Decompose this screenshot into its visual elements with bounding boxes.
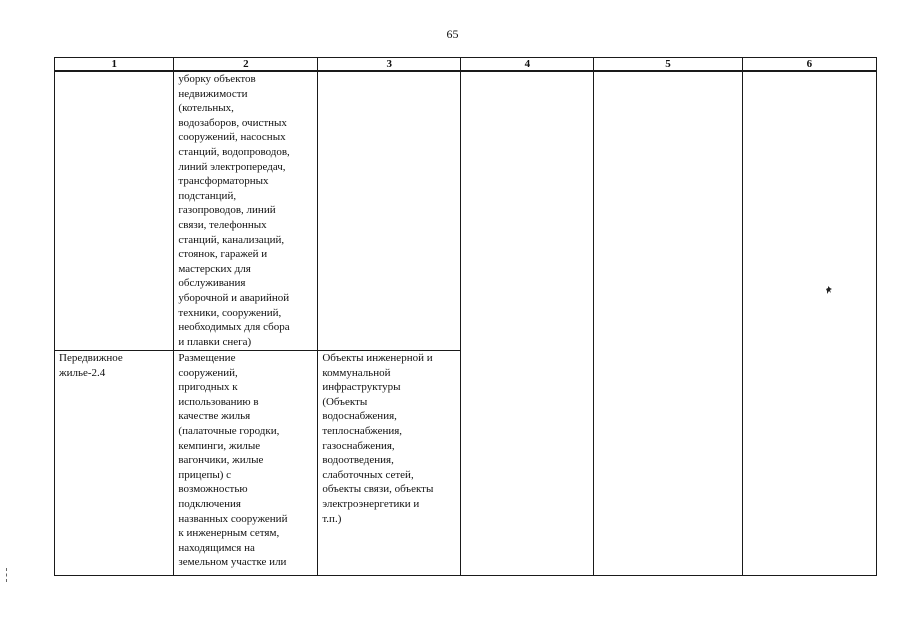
cell-land-use-description: Размещение сооружений, пригодных к использованию в качестве жилья (палаточные городки, кемпинги, жилые вагончики, жилые прицепы) с возможностью подключения названных сооружений к инженерным сетям, находящимся на земельном участке или	[174, 351, 318, 576]
column-header-4: 4	[461, 58, 594, 72]
column-header-5: 5	[594, 58, 742, 72]
cell-auxiliary-objects: Объекты инженерной и коммунальной инфраструктуры (Объекты водоснабжения, теплоснабжения, газоснабжения, водоотведения, слаботочных сетей, объекты связи, объекты электроэнергетики и т.п.)	[318, 351, 461, 576]
column-header-1: 1	[55, 58, 174, 72]
cell-land-use-description: уборку объектов недвижимости (котельных, водозаборов, очистных сооружений, насосных станций, водопроводов, линий электропередач, трансформаторных подстанций, газопроводов, линий связи, телефонных станций, канализаций, стоянок, гаражей и мастерских для обслуживания уборочной и аварийной техники, сооружений, необходимых для сбора и плавки снега)	[174, 71, 318, 351]
cell-land-use-name	[55, 71, 174, 351]
cell-land-use-name: Передвижное жилье-2.4	[55, 351, 174, 576]
cell-column-5	[594, 71, 742, 576]
cell-column-6	[742, 71, 876, 576]
scan-speck-mark	[826, 286, 832, 294]
scan-edge-mark	[6, 568, 9, 582]
document-table	[54, 57, 877, 576]
table-row	[55, 71, 877, 351]
table-header-row	[55, 58, 877, 72]
column-header-2: 2	[174, 58, 318, 72]
column-header-3: 3	[318, 58, 461, 72]
cell-column-4	[461, 71, 594, 576]
page-number: 65	[446, 27, 459, 41]
cell-auxiliary-objects	[318, 71, 461, 351]
column-header-6: 6	[742, 58, 876, 72]
